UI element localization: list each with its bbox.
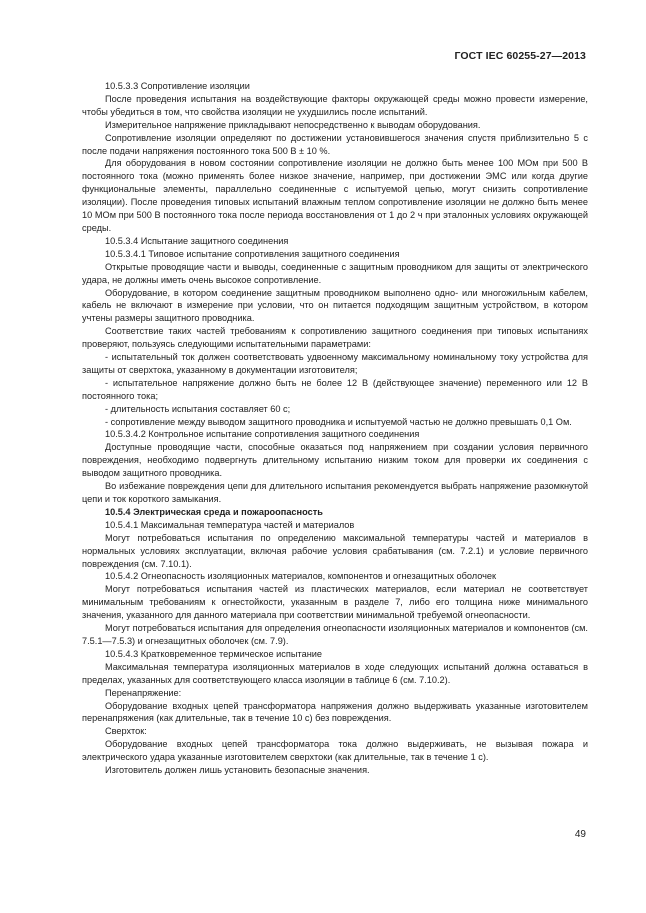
paragraph: Сверхток: <box>105 726 147 737</box>
paragraph: Во избежание повреждения цепи для длительного испытания рекомендуется выбрать напряжение разомкнутой цепи и ток короткого замыкания. <box>82 481 588 504</box>
section-heading: 10.5.3.4.2 Контрольное испытание сопротивления защитного соединения <box>105 429 420 440</box>
paragraph: Могут потребоваться испытания для определения огнеопасности изоляционных материалов и компонентов (см. 7.5.1—7.5.3) и огнезащитных оболочек (см. 7.9). <box>82 623 588 646</box>
list-item: - испытательное напряжение должно быть не более 12 В (действующее значение) переменного или 12 В постоянного тока; <box>82 377 588 401</box>
paragraph: Оборудование, в котором соединение защитным проводником выполнено одно- или многожильным кабелем, кабель не включают в измерение при условии, что он питается подходящим защитным устройством, в котором учтены размеры защитного проводника. <box>82 287 588 324</box>
paragraph: Могут потребоваться испытания частей из пластических материалов, если материал не соответствует минимальным требованиям к огнестойкости, указанным в разделе 7, либо его толщина ниже минимального значения, указанного для данного материала при соответствии минимальной требуемой огнеопасности. <box>82 584 588 621</box>
section-heading: 10.5.3.3 Сопротивление изоляции <box>105 81 250 91</box>
paragraph: Доступные проводящие части, способные оказаться под напряжением при создании условия первичного повреждения, необходимо подвергнуть длительному испытанию низким током для проверки их соединения с выводом защитного проводника. <box>82 442 588 479</box>
section-heading: 10.5.4.3 Кратковременное термическое испытание <box>105 648 323 659</box>
list-item: - сопротивление между выводом защитного проводника и испытуемой частью не должно превышать 0,1 Ом. <box>105 416 572 427</box>
paragraph: Оборудование входных цепей трансформатора тока должно выдерживать, не вызывая пожара и электрического удара указанные изготовителем сверхтоки (как длительные, так в течение 1 с). <box>82 739 588 763</box>
paragraph: Открытые проводящие части и выводы, соединенные с защитным проводником для защиты от электрического удара, не должны иметь очень высокое сопротивление. <box>82 261 588 285</box>
section-heading: 10.5.3.4 Испытание защитного соединения <box>105 235 289 246</box>
paragraph: Измерительное напряжение прикладывают непосредственно к выводам оборудования. <box>105 119 481 130</box>
paragraph: Изготовитель должен лишь установить безопасные значения. <box>105 765 370 776</box>
list-item: - испытательный ток должен соответствовать удвоенному максимальному номинальному току устройства для защиты от сверхтока, указанному в документации изготовителя; <box>82 352 588 375</box>
paragraph: Оборудование входных цепей трансформатора напряжения должно выдерживать указанные изготовителем перенапряжения (как длительные, так в течение 10 с) без повреждения. <box>82 700 588 724</box>
paragraph: Максимальная температура изоляционных материалов в ходе следующих испытаний должна оставаться в пределах, указанных для соответствующего класса изоляции в таблице 6 (см. 7.10.2). <box>82 661 588 685</box>
paragraph: Сопротивление изоляции определяют по достижении установившегося значения спустя приблизительно 5 с после подачи напряжения постоянного тока 500 В ± 10 %. <box>82 132 588 156</box>
paragraph: Для оборудования в новом состоянии сопротивление изоляции не должно быть менее 100 МОм при 500 В постоянного тока (можно применять более низкое значение, например, при достижении ЭМС или когда другие функциональные элементы, параллельно соединенные с испытуемой цепью, могут снизить сопротивление изоляции). После проведения типовых испытаний влажным теплом сопротивление изоляции не должно быть менее 10 МОм при 500 В постоянного тока после периода восстановления от 1 до 2 ч при эталонных условиях окружающей среды. <box>82 158 588 233</box>
paragraph: Перенапряжение: <box>105 687 182 698</box>
paragraph: После проведения испытания на воздействующие факторы окружающей среды можно провести измерение, чтобы убедиться в том, что свойства изоляции не ухудшились после испытаний. <box>82 93 588 117</box>
document-body <box>82 80 588 777</box>
section-heading: 10.5.3.4.1 Типовое испытание сопротивления защитного соединения <box>105 248 400 259</box>
list-item: - длительность испытания составляет 60 с; <box>105 403 291 414</box>
paragraph: Соответствие таких частей требованиям к сопротивлению защитного соединения при типовых испытаниях проверяют, пользуясь следующими испытательными параметрами: <box>82 326 588 350</box>
standard-header: ГОСТ IEC 60255-27—2013 <box>454 50 586 62</box>
paragraph: Могут потребоваться испытания по определению максимальной температуры частей и материалов в нормальных условиях эксплуатации, включая рабочие условия срабатывания (см. 7.2.1) и условие первичного повреждения (см. 7.10.1). <box>82 532 588 569</box>
page-number: 49 <box>574 829 586 840</box>
section-heading-bold: 10.5.4 Электрическая среда и пожароопасность <box>105 506 323 517</box>
section-heading: 10.5.4.1 Максимальная температура частей и материалов <box>105 519 355 530</box>
section-heading: 10.5.4.2 Огнеопасность изоляционных материалов, компонентов и огнезащитных оболочек <box>105 571 497 582</box>
